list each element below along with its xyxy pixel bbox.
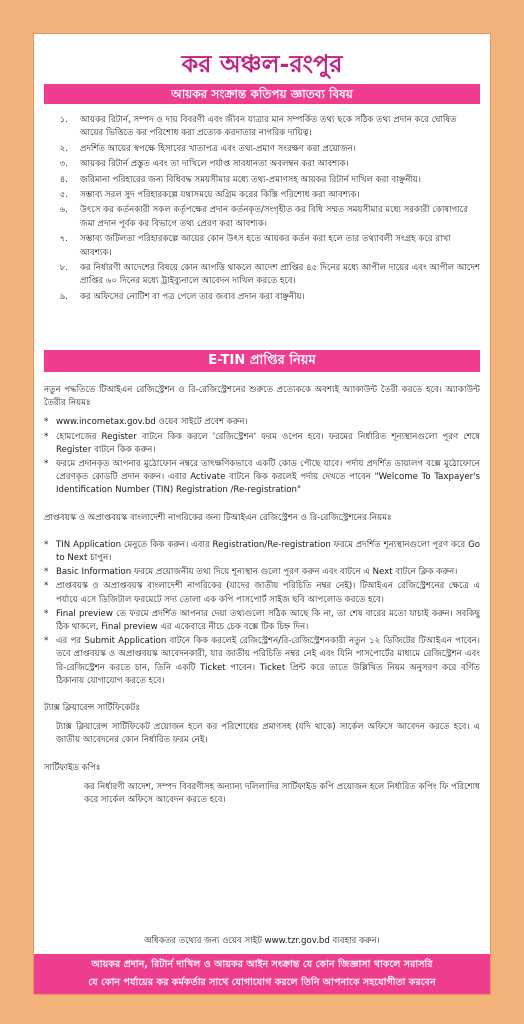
star-bullet-icon: * xyxy=(44,567,49,578)
etin-intro: নতুন পদ্ধতিতে টিআইএন রেজিস্ট্রেশন ও রি-রেজিস্ট্রেশনের শুরুতে প্রত্যেককে অবশ্যই অ্যাকাউন্ট তৈরী করতে হবে। অ্যাকাউন্ট তৈরীর নিয়মঃ xyxy=(44,385,480,409)
list-item: ৪. জরিমানা পরিহারের জন্য বিধিবদ্ধ সময়সীমার মধ্যে তথ্য-প্রমাণসহ আয়কর রিটার্ন দাখিল করা বাঞ্ছনীয়। xyxy=(59,174,421,185)
list-item: ১. আয়কর রিটার্ন, সম্পদ ও দায় বিবরণী এবং জীবন যাত্রার মান সম্পর্কিত তথ্য ছকে সঠিক তথ্য প্রদান করে ঘোষিত আয়ের ভিত্তিতে কর পরিশোধ করা প্রত্যেক করদাতার নাগরিক দায়িত্ব। xyxy=(59,115,457,139)
list-item: * প্রাপ্তবয়স্ক ও অপ্রাপ্তবয়স্ক বাংলাদেশী নাগরিকের (যাদের জাতীয় পরিচিতি নম্বর নেই)। টিআইএন রেজিস্ট্রেশনের ক্ষেত্রে এ পর্যায়ে এসে ডিজিটাল ফরমেটে সদ্য তোলা এক কপি পাসপোর্ট সাইজ ছবি আপলোড করতে হবে। xyxy=(44,581,480,605)
clearance-text: ট্যাক্স ক্লিয়ারেন্স সার্টিফিকেট প্রয়োজন হলে কর পরিশোধের প্রমাণসহ (যদি থাকে) সার্কেল অফিসে আবেদন করতে হবে। এ জাতীয় আবেদনের কোন নির্ধারিত ফরম নেই। xyxy=(56,722,480,746)
list-item: ৯. কর অফিসের নোটিশ বা পত্র পেলে তার জবাব প্রদান করা বাঞ্ছনীয়। xyxy=(59,291,305,302)
star-bullet-icon: * xyxy=(44,539,49,550)
page-title: কর অঞ্চল-রংপুর xyxy=(181,49,343,78)
star-bullet-icon: * xyxy=(44,431,49,442)
certified-title: সার্টিফাইড কপিঃ xyxy=(44,762,101,773)
star-bullet-icon: * xyxy=(44,636,49,647)
list-item: ২. প্রদর্শিত আয়ের স্বপক্ষে হিসাবের খাতাপত্র এবং তথ্য-প্রমাণ সংরক্ষণ করা প্রয়োজন। xyxy=(59,143,356,154)
list-item: * হোমপেজের Register বাটনে কিক করলে 'রেজিস্ট্রেশন' ফরম ওপেন হবে। ফরমের নির্ধারিত শূন্যস্থানগুলো পূরণ শেষে Register বাটনে কিক করুন। xyxy=(44,431,480,455)
notice-panel xyxy=(34,34,490,994)
contact-line-1: আয়কর প্রদান, রিটার্ন দাখিল ও আয়কর আইন সংক্রান্ত যে কোন জিজ্ঞাসা থাকলে সরাসরি xyxy=(91,959,433,970)
list-item: ৬. উৎসে কর কর্তনকারী সকল কর্তৃপক্ষের প্রদান কর্তনকৃত/সংগৃহীত কর বিধি সম্মত সময়সীমার মধ্যে সরকারী কোষাগারে জমা প্রদান পূর্বক কর বিভাগে তথ্য প্রেরণ করা আবশ্যক। xyxy=(59,205,468,229)
list-item: * www.incometax.gov.bd ওয়েব সাইটে প্রবেশ করুন। xyxy=(44,416,480,429)
list-item: * এর পর Submit Application বাটনে কিক করলেই রেজিস্ট্রেশন/রি-রেজিস্ট্রেশনকারী নতুন ১২ ডিজিটের টিআইএন পাবেন। তবে প্রাপ্তবয়স্ক ও অপ্রাপ্তবয়স্ক আবেদনকারী, যার জাতীয় পরিচিতি নম্বর নেই এবং যিনি পাসপোর্টের মাধ্যমে রেজিস্ট্রেশন এবং রি-রেজিস্ট্রেশন করতে চান, তিনি একটি Ticket পাবেন। Ticket প্রিন্ট করে তাতে উল্লিখিত নিয়ম অনুসরণ করে বর্ণিত ঠিকানায় যোগাযোগ করতে হবে। xyxy=(44,636,480,686)
list-item: ৮. কর নির্ধারণী আদেশের বিষয়ে কোন আপত্তি থাকলে আদেশ প্রাপ্তির ৪৫ দিনের মধ্যে আপীল দায়ের এবং আপীল আদেশ প্রাপ্তির ৬০ দিনের মধ্যে ট্রাইব্যুনালে আবেদন দাখিল করতে হবে। xyxy=(59,263,480,287)
section-heading-tax-info: আয়কর সংক্রান্ত কতিপয় জ্ঞাতব্য বিষয় xyxy=(44,84,480,104)
list-item: ৩. আয়কর রিটার্ন প্রস্তুত এবং তা দাখিলে পর্যাপ্ত সাবধানতা অবলম্বন করা আবশ্যক। xyxy=(59,159,349,170)
star-bullet-icon: * xyxy=(44,459,49,470)
list-item: * TIN Application মেনুতে কিক করুন। এবার Registration/Re-registration ফরমে প্রদর্শিত শূন্যস্থানগুলো পূরণ করে Go to Next চাপুন। xyxy=(44,539,480,564)
registration-steps-list xyxy=(44,539,480,688)
list-item: ৫. সম্ভাব্য সরল সুদ পরিহারকল্পে যথাসময়ে অগ্রিম করের কিস্তি পরিশোধ করা আবশ্যক। xyxy=(59,190,360,201)
clearance-title: ট্যাক্স ক্লিয়ারেন্স সার্টিফিকেটঃ xyxy=(44,703,140,714)
star-bullet-icon: * xyxy=(44,417,49,428)
contact-line-2: যে কোন পর্যায়ের কর কর্মকর্তার সাথে যোগাযোগ করলে তিনি আপনাকে সহযোগীতা করবেন xyxy=(88,977,436,988)
section-heading-etin: E-TIN প্রাপ্তির নিয়ম xyxy=(44,350,480,372)
website-note: অধিকতর তথ্যের জন্য ওয়েব সাইট www.tzr.gov.bd ব্যবহার করুন। xyxy=(144,936,380,946)
tax-info-list xyxy=(44,114,480,306)
star-bullet-icon: * xyxy=(44,608,49,619)
contact-banner xyxy=(34,954,490,994)
list-item: * ফরমে প্রদানকৃত আপনার মুঠোফোন নম্বরে তাৎক্ষণিকভাবে একটি কোড পৌছে যাবে। পর্দায় প্রদর্শিত ডায়ালগ বক্সে মুঠোফোনে প্রেরণকৃত কোডটি প্রদান করুন। এবার Activate বাটনে কিক করলেই পর্দায় দেখতে পাবেন "Welcome To Taxpayer's Identification Number (TIN) Registration /Re-registration" xyxy=(44,459,480,496)
certified-text: কর নির্ধারণী আদেশ, সম্পদ বিবরণীসহ অন্যান্য দলিলাদির সার্টিফাইড কপি প্রয়োজন হলে নির্ধারিত কপিং ফি পরিশোধ করে সার্কেল অফিসে আবেদন করতে হবে। xyxy=(84,781,480,806)
list-item: * Basic Information ফরমে প্রয়োজনীয় তথ্য দিয়ে শূন্যস্থান গুলো পূরণ করুন এবং বাটনে এ Next বাটনে ক্লিক করুন। xyxy=(44,566,480,579)
etin-section xyxy=(44,384,480,813)
account-steps-list xyxy=(44,416,480,497)
list-item: ৭. সম্ভাব্য জটিলতা পরিহারকল্পে আয়ের কোন উৎস হতে আয়কর কর্তন করা হলে তার তথ্যাবলী সংগ্রহ করে রাখা আবশ্যক। xyxy=(59,234,451,258)
list-item: * Final preview তে ফরমে প্রদর্শিত আপনার দেয়া তথ্যগুলো সঠিক আছে কি না, তা শেষ বারের মতো যাচাই করুন। সবকিছু ঠিক থাকলে, Final preview এর একেবারে নীচে চেক বক্সে টিক চিহ্ন দিন। xyxy=(44,608,480,633)
registration-intro: প্রাপ্তবয়স্ক ও অপ্রাপ্তবয়স্ক বাংলাদেশী নাগরিকের জন্য টিআইএন রেজিস্ট্রেশন ও রি-রেজিস্ট্রেশনের নিয়মঃ xyxy=(44,512,392,523)
star-bullet-icon: * xyxy=(44,581,49,592)
